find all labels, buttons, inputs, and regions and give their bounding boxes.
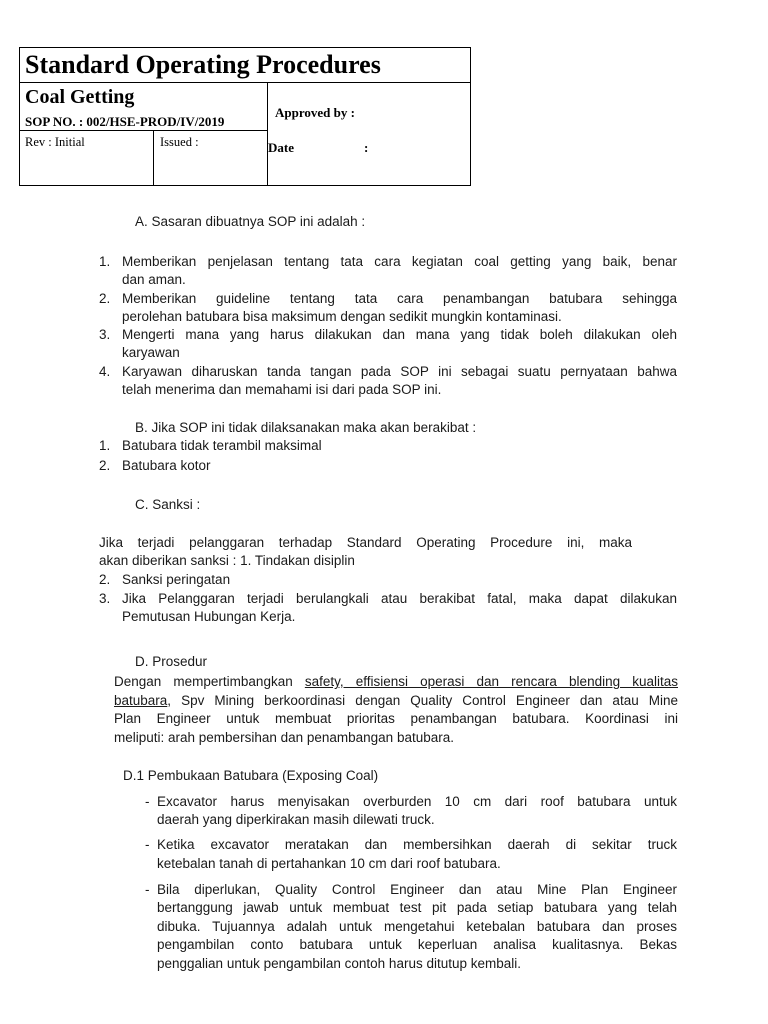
section-d1-heading: D.1 Pembukaan Batubara (Exposing Coal): [123, 768, 379, 783]
section-c-intro-line: Jika terjadi pelanggaran terhadap Standard Operating Procedure ini, maka: [99, 535, 632, 550]
section-a-item-number: 4.: [99, 364, 111, 379]
bullet-dash: -: [145, 794, 150, 809]
sop-header-table: [19, 47, 471, 186]
date-colon: :: [364, 140, 369, 155]
section-d-heading: D. Prosedur: [135, 654, 208, 669]
section-b-item-number: 2.: [99, 458, 111, 473]
section-a-item-line: Mengerti mana yang harus dilakukan dan mana yang tidak boleh dilakukan oleh: [122, 327, 677, 342]
para-underlined-text: safety, effisiensi operasi dan rencara blending kualitas: [304, 674, 678, 689]
para-text: Dengan mempertimbangkan: [114, 674, 305, 689]
section-a-item-line: Memberikan guideline tentang tata cara penambangan batubara sehingga: [122, 291, 677, 306]
d1-item-line: Bila diperlukan, Quality Control Engineer dan atau Mine Plan Engineer: [157, 882, 677, 897]
para-text: , Spv Mining berkoordinasi dengan Quality Control Engineer dan atau Mine: [167, 693, 678, 708]
section-d-paragraph-line: [114, 692, 678, 711]
section-c-item-number: 2.: [99, 572, 111, 587]
date-label: Date: [268, 140, 294, 155]
d1-item-line: pengambilan conto batubara untuk keperluan analisa kualitasnya. Bekas: [157, 937, 677, 952]
header-divider-mid: [20, 130, 268, 131]
sop-number: SOP NO. : 002/HSE-PROD/IV/2019: [25, 114, 225, 129]
section-c-item-line: Jika Pelanggaran terjadi berulangkali atau berakibat fatal, maka dapat dilakukan: [122, 591, 677, 606]
d1-item-line: penggalian untuk pengambilan contoh harus ditutup kembali.: [157, 956, 522, 971]
section-b-item-text: Batubara tidak terambil maksimal: [122, 438, 322, 453]
section-a-item-line: karyawan: [122, 345, 180, 360]
section-a-item-line: dan aman.: [122, 272, 186, 287]
d1-item-line: dibuka. Tujuannya adalah untuk mengetahui ketebalan batubara dan proses: [157, 919, 677, 934]
d1-item-line: Excavator harus menyisakan overburden 10 cm dari roof batubara untuk: [157, 794, 677, 809]
document-title: Standard Operating Procedures: [25, 50, 381, 79]
section-c-item-number: 3.: [99, 591, 111, 606]
section-a-item-line: Memberikan penjelasan tentang tata cara kegiatan coal getting yang baik, benar: [122, 254, 677, 269]
section-a-item-number: 1.: [99, 254, 111, 269]
header-divider-vertical-left: [153, 130, 154, 185]
para-underlined-text: batubara: [114, 693, 168, 708]
bullet-dash: -: [145, 882, 150, 897]
section-b-item-text: Batubara kotor: [122, 458, 211, 473]
header-divider-vertical-right: [267, 82, 268, 185]
section-c-item-line: Sanksi peringatan: [122, 572, 231, 587]
section-d-paragraph-line: [114, 673, 678, 692]
d1-item-line: ketebalan tanah di pertahankan 10 cm dari roof batubara.: [157, 856, 501, 871]
section-a-item-line: Karyawan diharuskan tanda tangan pada SOP ini sebagai suatu pernyataan bahwa: [122, 364, 677, 379]
section-d-paragraph-line: Plan Engineer untuk membuat prioritas penambangan batubara. Koordinasi ini: [114, 711, 678, 726]
d1-item-line: bertanggung jawab untuk membuat test pit pada setiap batubara yang telah: [157, 900, 677, 915]
section-c-intro-line: akan diberikan sanksi : 1. Tindakan disiplin: [99, 553, 355, 568]
d1-item-line: daerah yang diperkirakan masih dilewati truck.: [157, 812, 435, 827]
section-a-heading: A. Sasaran dibuatnya SOP ini adalah :: [135, 214, 366, 229]
issued-label: Issued :: [160, 135, 199, 149]
bullet-dash: -: [145, 837, 150, 852]
section-d-paragraph-line: meliputi: arah pembersihan dan penambangan batubara.: [114, 730, 454, 745]
revision-label: Rev : Initial: [25, 135, 85, 149]
section-c-item-line: Pemutusan Hubungan Kerja.: [122, 609, 296, 624]
section-b-item-number: 1.: [99, 438, 111, 453]
approved-by-label: Approved by :: [275, 105, 355, 120]
section-a-item-line: perolehan batubara bisa maksimum dengan sedikit mungkin kontaminasi.: [122, 309, 562, 324]
section-a-item-number: 2.: [99, 291, 111, 306]
section-a-item-line: telah menerima dan memahami isi dari pada SOP ini.: [122, 382, 442, 397]
d1-item-line: Ketika excavator meratakan dan membersihkan daerah di sekitar truck: [157, 837, 677, 852]
section-b-heading: B. Jika SOP ini tidak dilaksanakan maka akan berakibat :: [135, 420, 477, 435]
document-subtitle: Coal Getting: [25, 86, 135, 108]
section-c-heading: C. Sanksi :: [135, 497, 201, 512]
header-divider-top: [20, 82, 470, 83]
section-a-item-number: 3.: [99, 327, 111, 342]
